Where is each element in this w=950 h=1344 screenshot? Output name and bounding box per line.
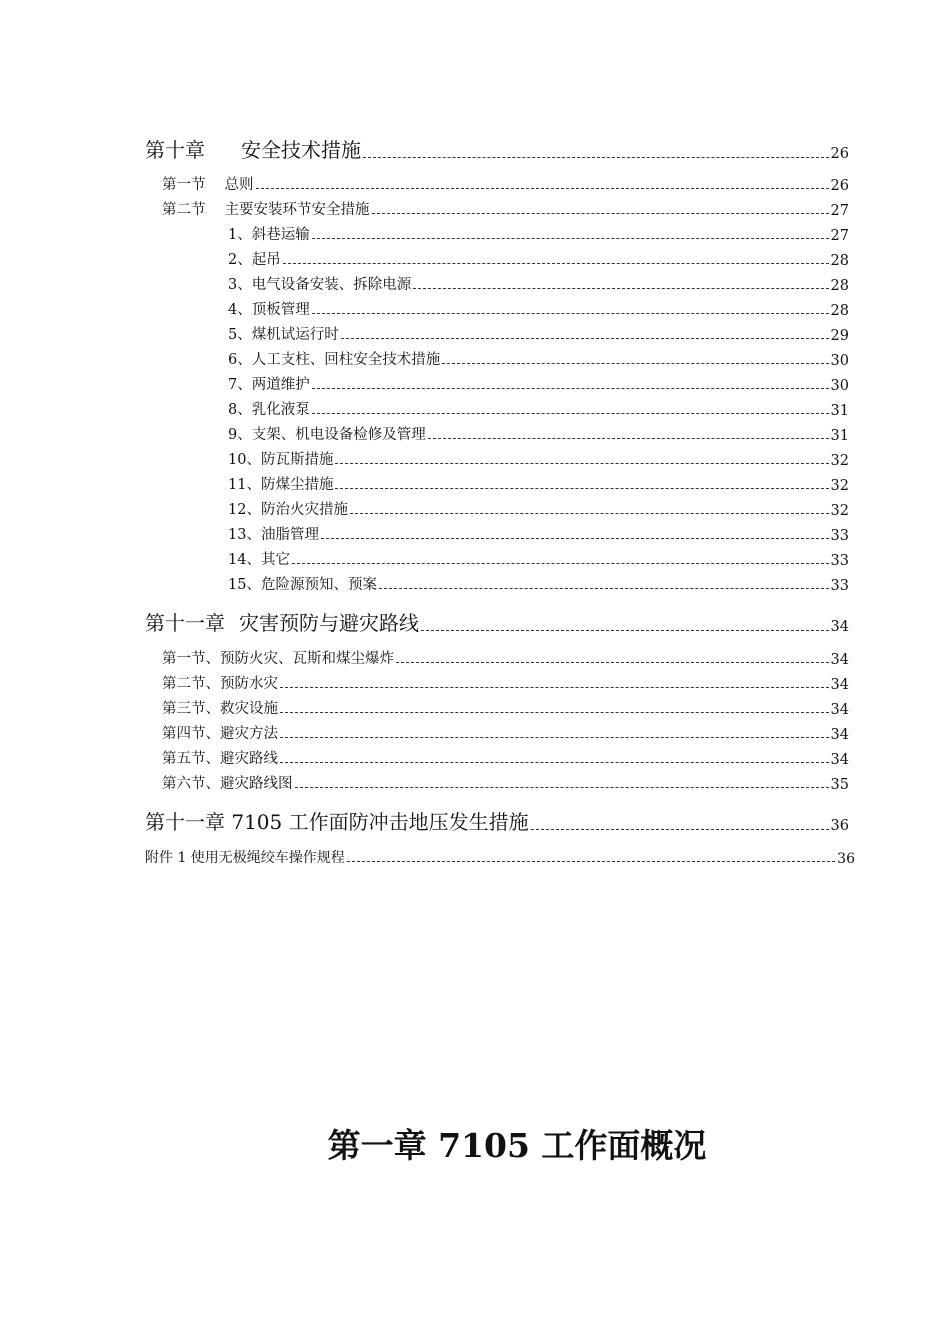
toc-chapter-title: 安全技术措施 [241, 138, 361, 162]
toc-page-number: 33 [830, 578, 849, 594]
toc-item-title: 10、防瓦斯措施 [228, 452, 334, 468]
toc-leader [421, 630, 829, 631]
toc-item-title: 14、其它 [228, 552, 290, 568]
toc-section-label: 第二节 [162, 202, 206, 218]
toc-chapter-title: 灾害预防与避灾路线 [239, 611, 419, 635]
toc-page-number: 32 [830, 453, 849, 469]
toc-leader [442, 363, 828, 364]
toc-leader [335, 488, 828, 489]
toc-section-title: 主要安装环节安全措施 [224, 202, 370, 218]
toc-item-title: 13、油脂管理 [228, 527, 319, 543]
toc-leader [531, 829, 829, 830]
toc-entry-item[interactable] [228, 374, 849, 394]
toc-entry-chapter-11[interactable] [145, 608, 849, 636]
toc-entry-section-1[interactable] [162, 174, 849, 194]
toc-section-title: 第三节、救灾设施 [162, 701, 278, 717]
toc-section-title: 第一节、预防火灾、瓦斯和煤尘爆炸 [162, 651, 394, 667]
toc-page-number: 30 [830, 378, 849, 394]
toc-entry-item[interactable] [228, 349, 849, 369]
toc-page-number: 29 [830, 328, 849, 344]
toc-item-title: 15、危险源预知、预案 [228, 577, 377, 593]
toc-page-number: 33 [830, 528, 849, 544]
toc-page-number: 34 [830, 702, 849, 718]
toc-page-number: 31 [830, 428, 849, 444]
toc-item-title: 9、支架、机电设备检修及管理 [228, 427, 426, 443]
toc-leader [363, 157, 829, 158]
toc-entry-item[interactable] [228, 299, 849, 319]
toc-leader [413, 288, 828, 289]
toc-leader [312, 388, 829, 389]
toc-leader [283, 263, 829, 264]
toc-entry-item[interactable] [228, 574, 849, 594]
toc-entry-item[interactable] [228, 424, 849, 444]
toc-entry-chapter-10[interactable] [145, 135, 849, 163]
toc-leader [312, 238, 829, 239]
toc-page-number: 34 [830, 752, 849, 768]
toc-page-number: 26 [830, 178, 849, 194]
toc-entry-section[interactable] [162, 723, 849, 743]
toc-item-title: 4、顶板管理 [228, 302, 310, 318]
toc-leader [428, 438, 829, 439]
toc-page-number: 32 [830, 478, 849, 494]
toc-leader [256, 188, 829, 189]
toc-page-number: 34 [830, 652, 849, 668]
toc-entry-item[interactable] [228, 449, 849, 469]
toc-page-number: 36 [837, 851, 855, 867]
toc-page-number: 30 [830, 353, 849, 369]
toc-item-title: 5、煤机试运行时 [228, 327, 339, 343]
toc-leader [280, 712, 829, 713]
toc-entry-section[interactable] [162, 698, 849, 718]
toc-entry-section-2[interactable] [162, 199, 849, 219]
toc-entry-item[interactable] [228, 224, 849, 244]
toc-entry-item[interactable] [228, 274, 849, 294]
toc-leader [280, 737, 829, 738]
toc-page-number: 28 [830, 253, 849, 269]
toc-entry-section[interactable] [162, 773, 849, 793]
chapter-heading: 第一章 7105 工作面概况 [327, 1126, 707, 1165]
toc-leader [321, 538, 829, 539]
toc-item-title: 7、两道维护 [228, 377, 310, 393]
toc-entry-item[interactable] [228, 399, 849, 419]
toc-item-title: 8、乳化液泵 [228, 402, 310, 418]
toc-entry-section[interactable] [162, 673, 849, 693]
toc-entry-item[interactable] [228, 324, 849, 344]
toc-page-number: 32 [830, 503, 849, 519]
toc-page-number: 26 [830, 146, 849, 162]
toc-page-number: 27 [830, 203, 849, 219]
toc-leader [280, 762, 829, 763]
toc-page-number: 34 [830, 619, 849, 635]
toc-leader [372, 213, 829, 214]
toc-item-title: 11、防煤尘措施 [228, 477, 334, 493]
toc-section-title: 第四节、避灾方法 [162, 726, 278, 742]
toc-entry-section[interactable] [162, 648, 849, 668]
toc-leader [295, 787, 829, 788]
toc-entry-item[interactable] [228, 474, 849, 494]
toc-leader [350, 513, 829, 514]
toc-leader [292, 563, 829, 564]
toc-leader [347, 861, 835, 862]
toc-item-title: 2、起吊 [228, 252, 281, 268]
toc-leader [396, 662, 829, 663]
toc-page-number: 28 [830, 278, 849, 294]
toc-page-number: 28 [830, 303, 849, 319]
toc-chapter-label: 第十一章 [145, 611, 225, 635]
toc-page-number: 31 [830, 403, 849, 419]
toc-leader [280, 687, 829, 688]
toc-section-title: 第五节、避灾路线 [162, 751, 278, 767]
toc-entry-appendix[interactable] [145, 847, 855, 867]
toc-item-title: 12、防治火灾措施 [228, 502, 348, 518]
toc-page-number: 33 [830, 553, 849, 569]
toc-chapter-label: 第十章 [145, 138, 205, 162]
toc-section-label: 第一节 [162, 177, 206, 193]
toc-item-title: 1、斜巷运输 [228, 227, 310, 243]
toc-entry-chapter-11-measures[interactable] [145, 807, 849, 835]
toc-page-number: 34 [830, 677, 849, 693]
toc-section-title: 总则 [224, 177, 254, 193]
toc-entry-item[interactable] [228, 249, 849, 269]
toc-entry-section[interactable] [162, 748, 849, 768]
toc-page-number: 36 [830, 818, 849, 834]
toc-leader [312, 313, 829, 314]
toc-page-number: 27 [830, 228, 849, 244]
toc-section-title: 第二节、预防水灾 [162, 676, 278, 692]
toc-leader [312, 413, 829, 414]
toc-section-title: 第六节、避灾路线图 [162, 776, 293, 792]
toc-entry-item[interactable] [228, 499, 849, 519]
toc-page-number: 35 [830, 777, 849, 793]
toc-leader [335, 463, 828, 464]
toc-chapter-title: 第十一章 7105 工作面防冲击地压发生措施 [145, 810, 529, 834]
toc-leader [379, 588, 829, 589]
toc-entry-item[interactable] [228, 524, 849, 544]
toc-item-title: 3、电气设备安装、拆除电源 [228, 277, 412, 293]
toc-page-number: 34 [830, 727, 849, 743]
toc-appendix-title: 附件 1 使用无极绳绞车操作规程 [145, 850, 345, 866]
toc-leader [341, 338, 829, 339]
toc-item-title: 6、人工支柱、回柱安全技术措施 [228, 352, 441, 368]
toc-entry-item[interactable] [228, 549, 849, 569]
